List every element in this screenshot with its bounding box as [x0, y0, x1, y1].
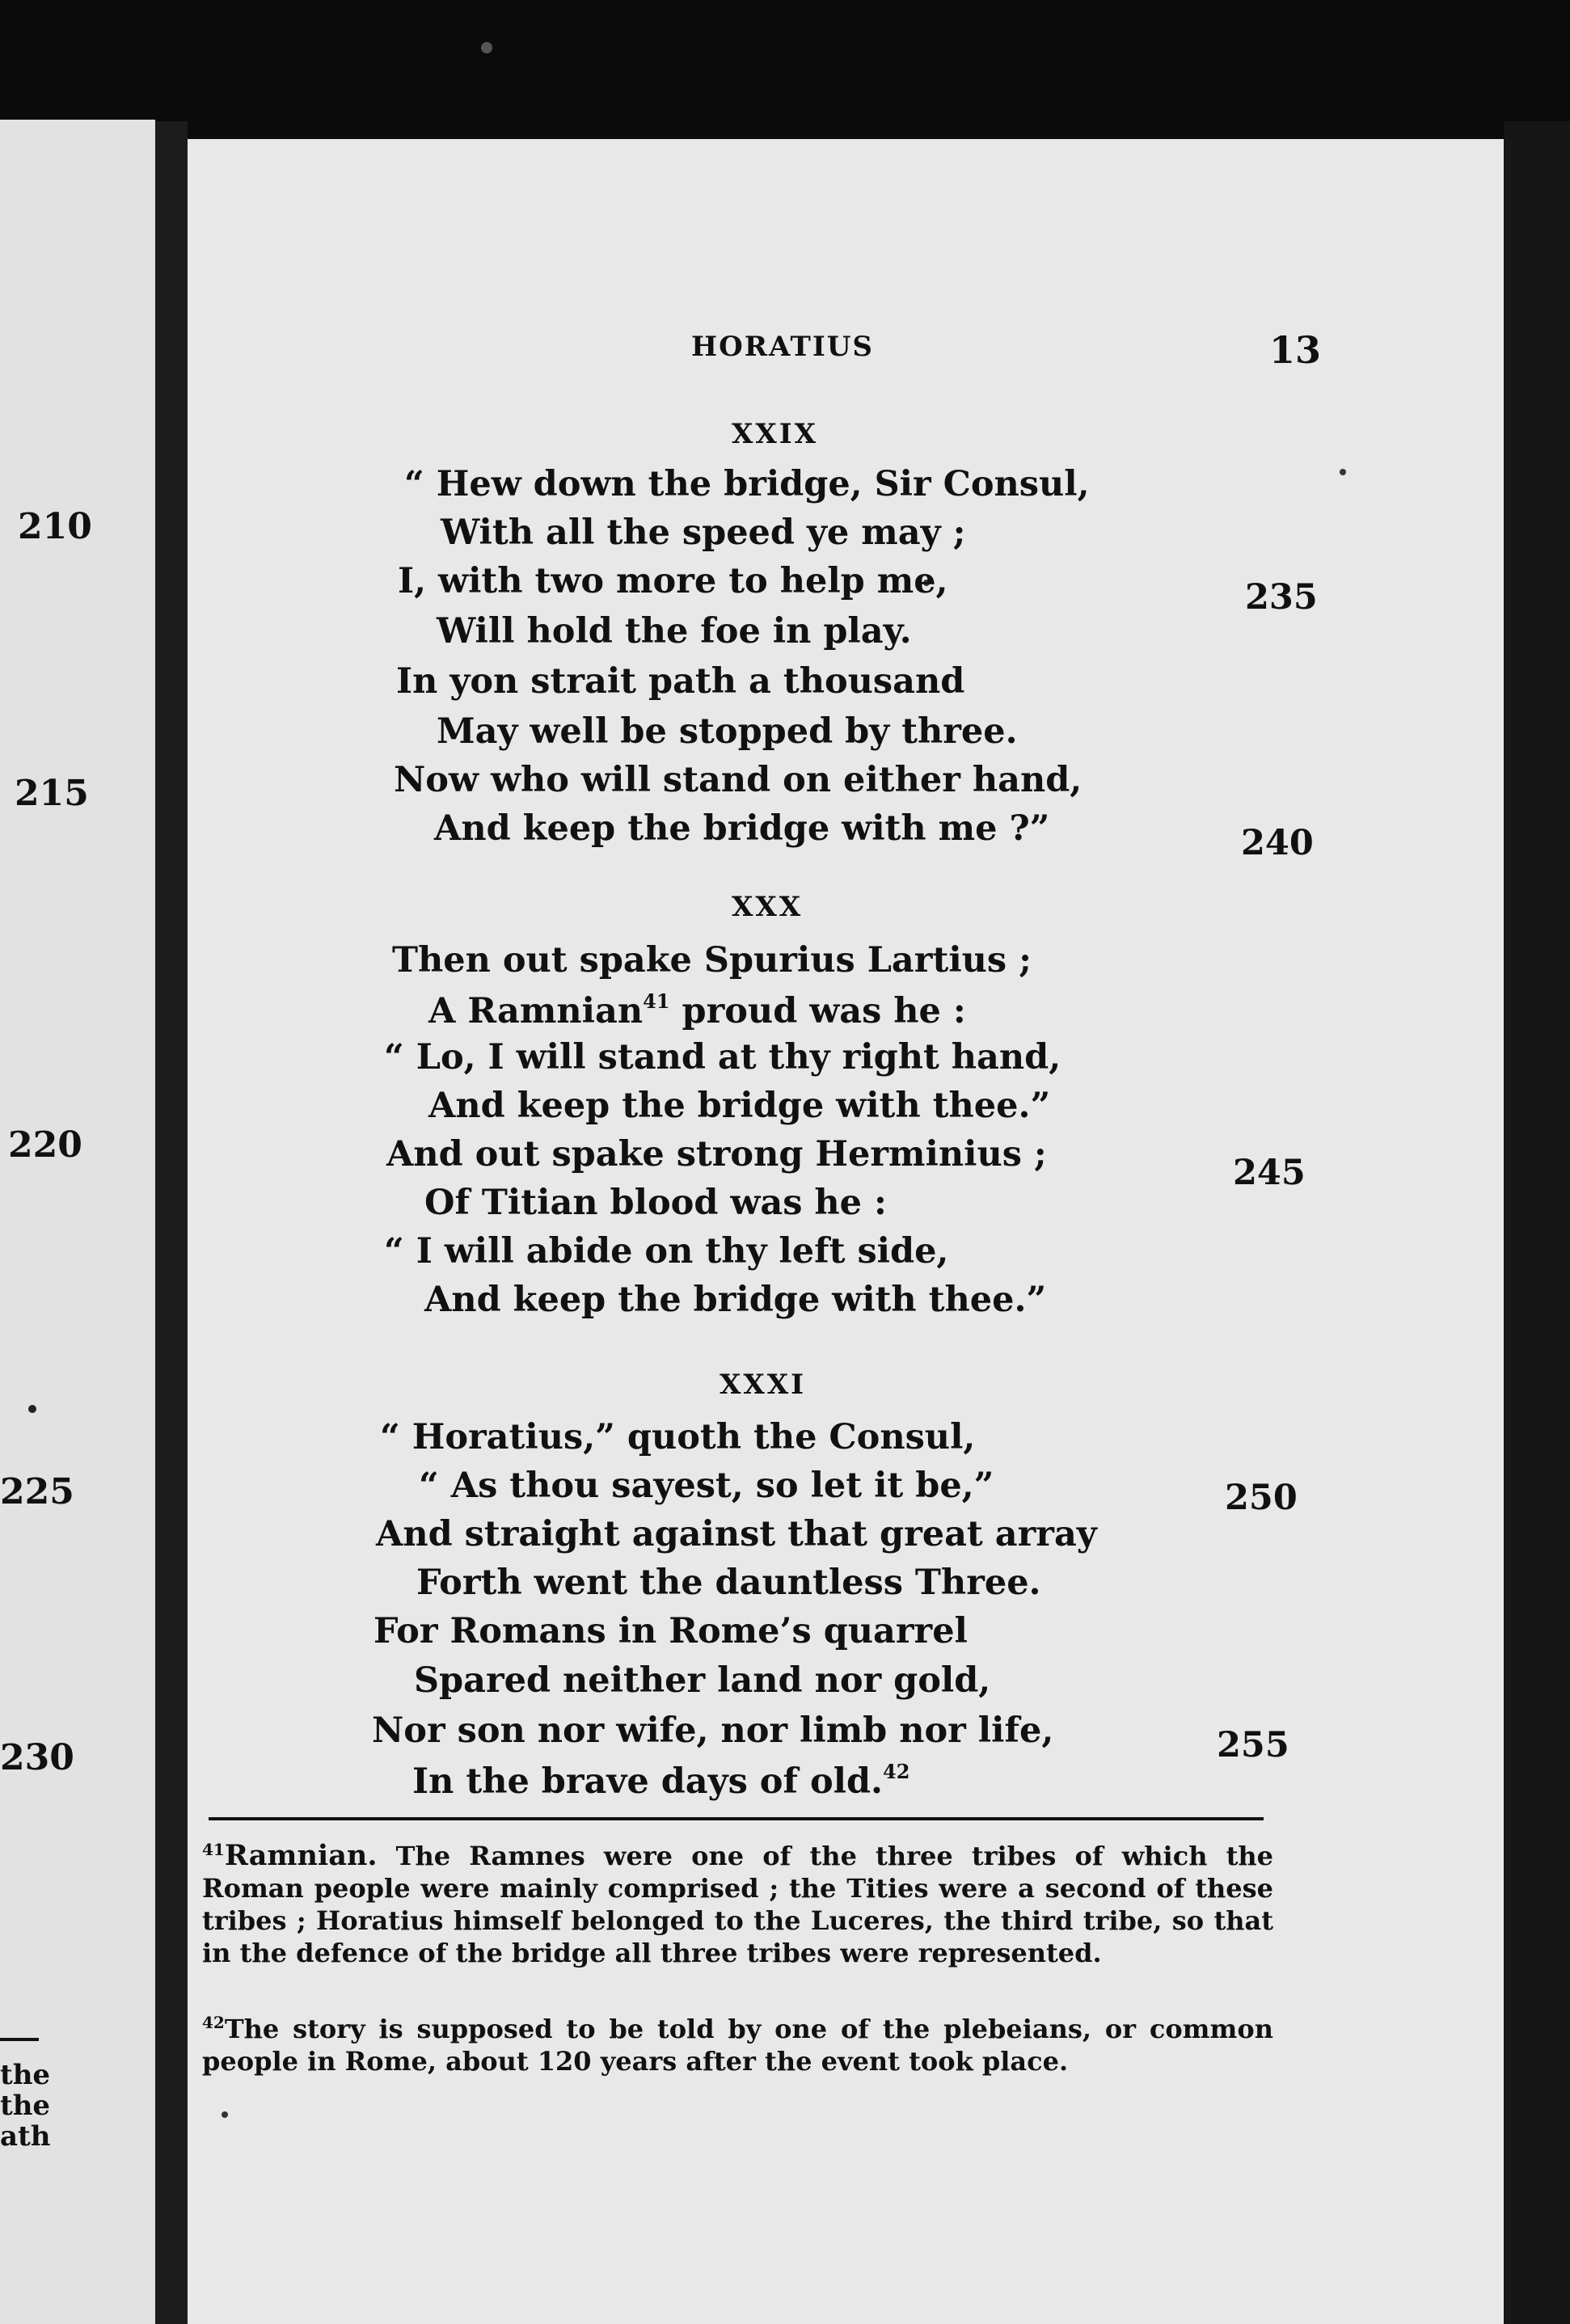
facing-line-number: 225	[0, 1471, 74, 1512]
facing-line-number: 215	[15, 773, 89, 814]
line-number: 250	[1225, 1478, 1298, 1518]
verse-line: Now who will stand on either hand,	[394, 760, 1083, 800]
stray-mark	[1340, 469, 1346, 475]
verse-line: And keep the bridge with me ?”	[434, 808, 1050, 849]
verse-line: Forth went the dauntless Three.	[416, 1563, 1041, 1603]
dust-speck	[481, 42, 492, 53]
footnote-mark: 42	[202, 2013, 225, 2032]
footnote	[202, 2006, 1273, 2077]
footnote-text: The Ramnes were one of the three tribes of which the Roman people were mainly comprised ; the Tities were a second of these tribes ; Horatius himself belonged to the Luceres, the third tribe, so that in the defence of the bridge all three tribes were represented.	[202, 1841, 1274, 1968]
verse-line: Spared neither land nor gold,	[414, 1660, 991, 1701]
facing-line-number: 230	[0, 1737, 74, 1778]
verse-line: And straight against that great array	[376, 1514, 1097, 1554]
footnote-rule	[209, 1817, 1264, 1820]
facing-page	[0, 120, 155, 2324]
verse-line: I, with two more to help me,	[398, 561, 948, 601]
facing-fragment: the	[0, 2090, 51, 2122]
verse-line: And out spake strong Herminius ;	[386, 1134, 1047, 1175]
footnote	[202, 1833, 1273, 1969]
verse-line: “ As thou sayest, so let it be,”	[419, 1466, 994, 1506]
footnote-ref: 42	[883, 1760, 910, 1783]
verse-line: “ Hew down the bridge, Sir Consul,	[404, 464, 1090, 504]
stanza-numeral: XXXI	[720, 1369, 807, 1401]
facing-bullet	[28, 1405, 36, 1413]
verse-line: Will hold the foe in play.	[437, 611, 912, 652]
verse-line: With all the speed ye may ;	[441, 512, 966, 553]
running-title: HORATIUS	[691, 331, 874, 363]
facing-fragment: the	[0, 2059, 51, 2091]
stray-mark	[222, 2111, 228, 2118]
facing-footnote-rule	[0, 2038, 39, 2041]
facing-fragment: ath	[0, 2120, 51, 2153]
line-number: 245	[1233, 1153, 1306, 1193]
line-number: 235	[1245, 577, 1318, 618]
stanza-numeral: XXX	[732, 891, 804, 923]
verse-line: May well be stopped by three.	[437, 711, 1018, 752]
page-number: 13	[1269, 328, 1322, 372]
verse-line: Nor son nor wife, nor limb nor life,	[372, 1710, 1054, 1751]
line-number: 240	[1241, 823, 1314, 863]
facing-line-number: 220	[8, 1124, 82, 1166]
footnote-mark: 41	[202, 1840, 225, 1859]
line-number: 255	[1217, 1725, 1289, 1765]
verse-line: In yon strait path a thousand	[396, 661, 965, 702]
footnote-term: Ramnian.	[224, 1839, 378, 1872]
verse-line: “ Horatius,” quoth the Consul,	[380, 1417, 976, 1457]
verse-line: Of Titian blood was he :	[424, 1183, 887, 1223]
footnote-ref: 41	[643, 989, 670, 1013]
verse-line: “ Lo, I will stand at thy right hand,	[384, 1037, 1061, 1078]
page-edge	[1504, 121, 1570, 2324]
verse-line: And keep the bridge with thee.”	[424, 1280, 1047, 1320]
verse-line: “ I will abide on thy left side,	[384, 1231, 949, 1272]
verse-line: A Ramnian$^{41}$ proud was he :	[428, 989, 966, 1031]
facing-line-number: 210	[18, 506, 92, 547]
verse-line: In the brave days of old.$^{42}$	[412, 1760, 910, 1802]
stanza-numeral: XXIX	[732, 418, 819, 450]
verse-line: For Romans in Rome’s quarrel	[374, 1611, 968, 1651]
book-gutter	[155, 121, 188, 2324]
footnote-text: The story is supposed to be told by one of the plebeians, or common people in Rome, about 120 years after the event took place.	[202, 2014, 1273, 2077]
verse-line: And keep the bridge with thee.”	[428, 1086, 1051, 1126]
verse-line: Then out spake Spurius Lartius ;	[392, 940, 1032, 981]
